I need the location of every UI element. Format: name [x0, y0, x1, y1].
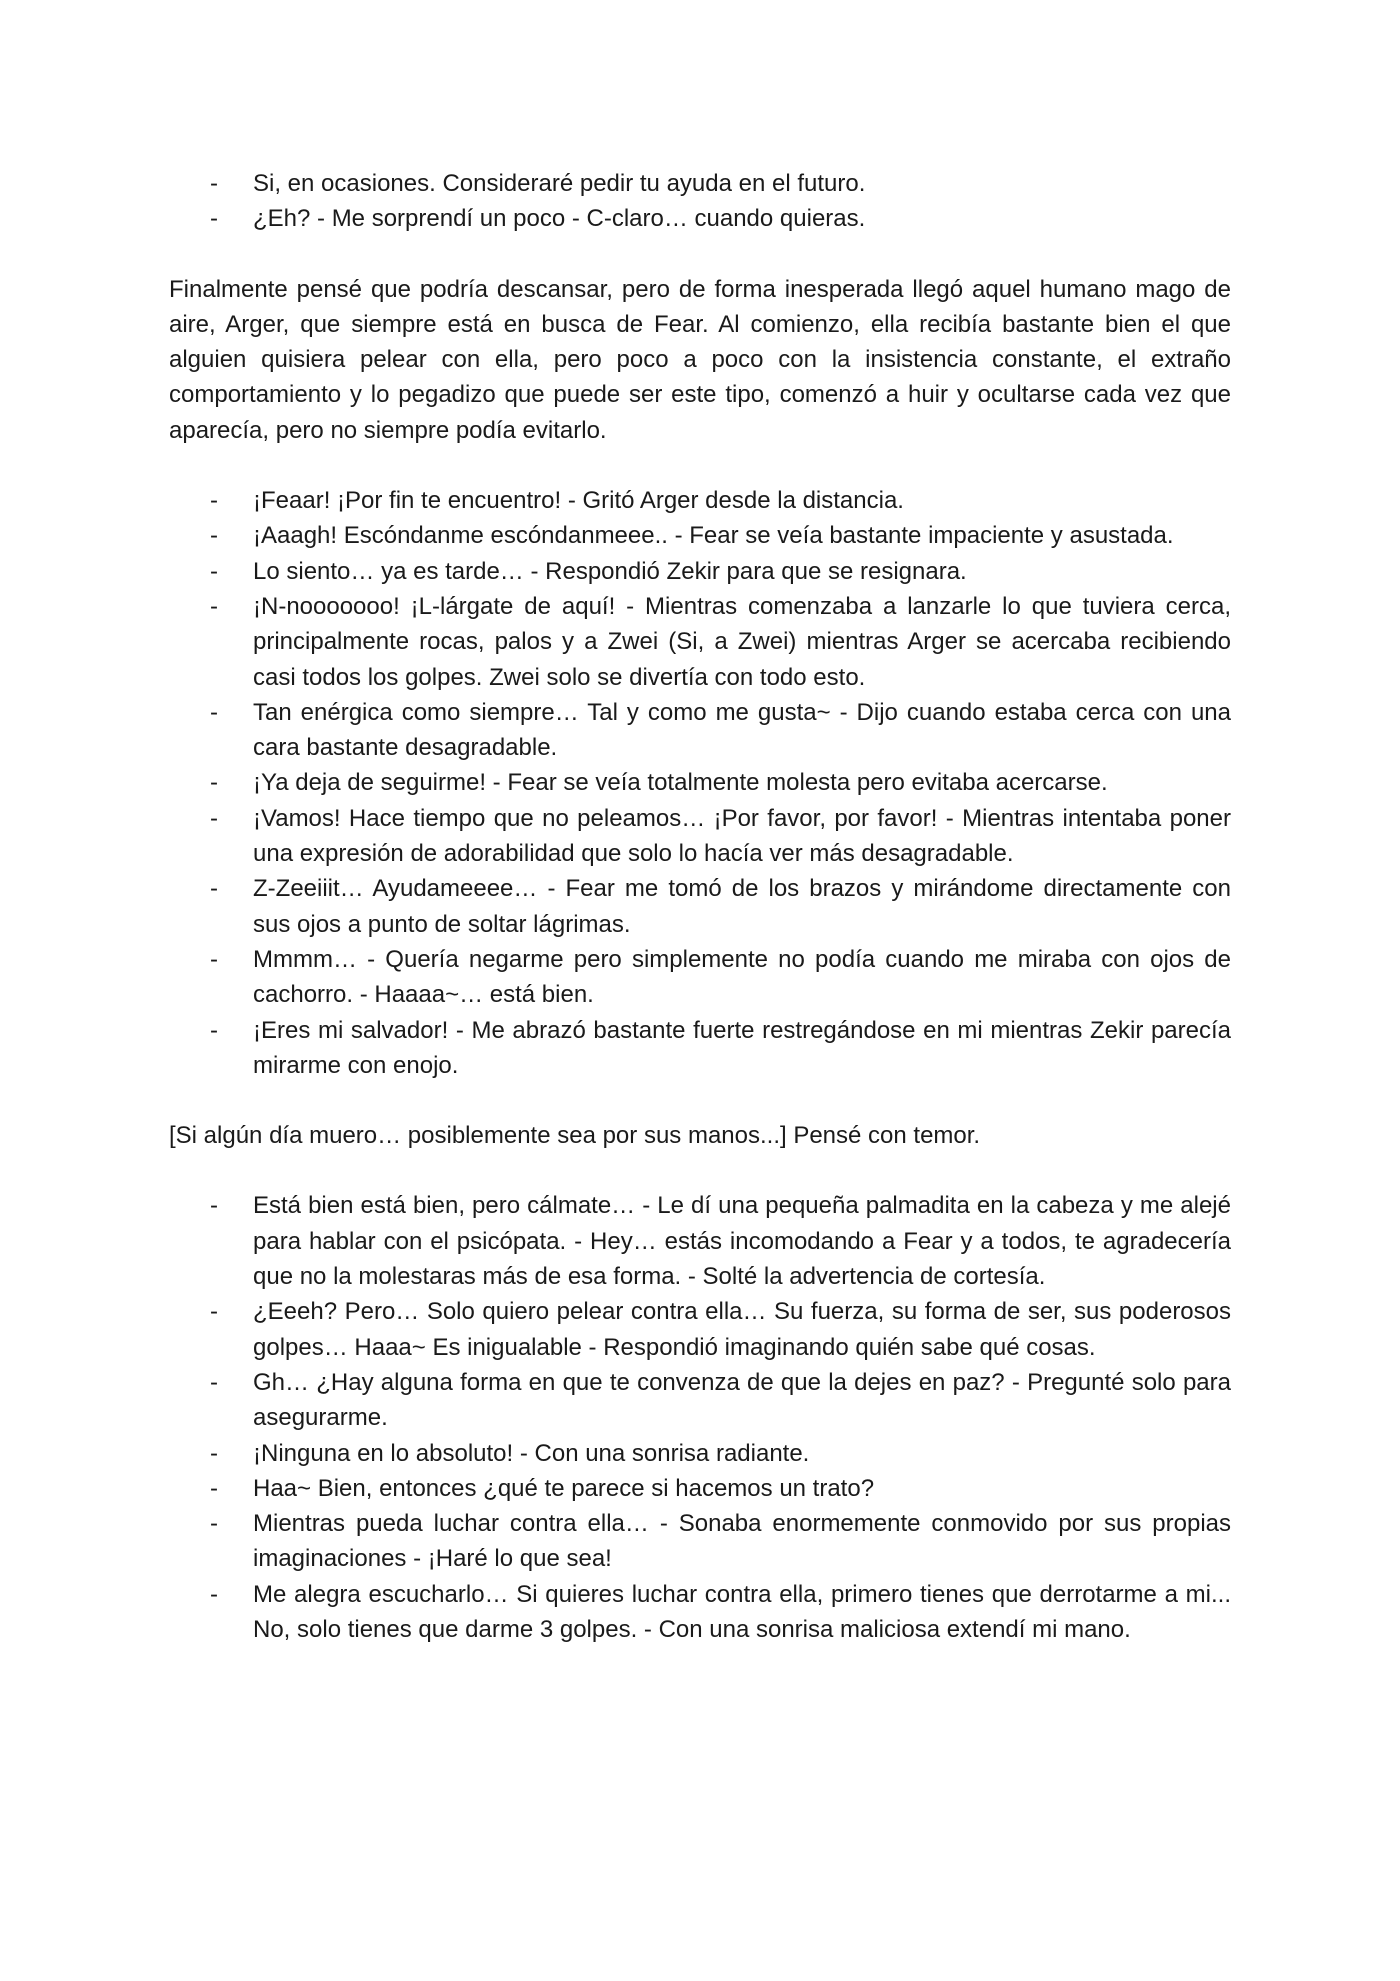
- list-marker: -: [210, 945, 218, 973]
- list-item: [169, 1365, 1231, 1436]
- list-item: [169, 765, 1231, 800]
- list-item-text: Si, en ocasiones. Consideraré pedir tu ayuda en el futuro.: [253, 170, 866, 197]
- list-item: [169, 1436, 1231, 1471]
- list-marker: -: [210, 1439, 218, 1467]
- list-marker: -: [210, 1510, 218, 1538]
- paragraph-spacer: [169, 1153, 1231, 1188]
- list-marker: -: [210, 1192, 218, 1220]
- list-item: [169, 695, 1231, 766]
- list-marker: -: [210, 557, 218, 585]
- list-item-text: ¿Eeeh? Pero… Solo quiero pelear contra ella… Su fuerza, su forma de ser, sus poderosos golpes… Haaa~ Es inigualable - Respondió imaginando quién sabe qué cosas.: [253, 1298, 1231, 1361]
- list-item: [169, 589, 1231, 695]
- paragraph-spacer: [169, 237, 1231, 272]
- list-item: [169, 1294, 1231, 1365]
- list-item-text: Mientras pueda luchar contra ella… - Sonaba enormemente conmovido por sus propias imaginaciones - ¡Haré lo que sea!: [253, 1510, 1231, 1573]
- list-marker: -: [210, 487, 218, 515]
- list-item: [169, 554, 1231, 589]
- list-item-text: Gh… ¿Hay alguna forma en que te convenza de que la dejes en paz? - Pregunté solo para asegurarme.: [253, 1368, 1231, 1432]
- list-item: [169, 201, 1231, 236]
- list-item: [169, 1577, 1231, 1648]
- list-item: [169, 871, 1231, 942]
- list-marker: -: [210, 1474, 218, 1502]
- paragraph-spacer: [169, 448, 1231, 483]
- list-item-text: ¡Ya deja de seguirme! - Fear se veía totalmente molesta pero evitaba acercarse.: [253, 769, 1108, 797]
- list-marker: -: [210, 769, 218, 797]
- list-item: [169, 1013, 1231, 1084]
- list-item-text: ¡N-nooooooo! ¡L-lárgate de aquí! - Mientras comenzaba a lanzarle lo que tuviera cerca, principalmente rocas, palos y a Zwei (Si, a Zwei) mientras Arger se acercaba recibiendo casi todos los golpes. Zwei solo se divertía con todo esto.: [253, 592, 1231, 691]
- list-item: [169, 1506, 1231, 1577]
- paragraph-spacer: [169, 1083, 1231, 1118]
- list-item-text: ¡Ninguna en lo absoluto! - Con una sonrisa radiante.: [253, 1439, 810, 1467]
- list-item-text: Está bien está bien, pero cálmate… - Le dí una pequeña palmadita en la cabeza y me alejé para hablar con el psicópata. - Hey… estás incomodando a Fear y a todos, te agradecería que no la molestaras más de esa forma. - Solté la advertencia de cortesía.: [253, 1192, 1231, 1291]
- list-item: [169, 518, 1231, 553]
- list-marker: -: [210, 1298, 218, 1326]
- list-item: [169, 166, 1231, 201]
- list-marker: -: [210, 170, 218, 197]
- dialogue-list: [169, 483, 1231, 1083]
- list-marker: -: [210, 205, 218, 233]
- list-item-text: Z-Zeeiiit… Ayudameeee… - Fear me tomó de los brazos y mirándome directamente con sus ojos a punto de soltar lágrimas.: [253, 875, 1231, 938]
- list-item: [169, 1471, 1231, 1506]
- list-item-text: ¿Eh? - Me sorprendí un poco - C-claro… cuando quieras.: [253, 205, 866, 233]
- list-marker: -: [210, 698, 218, 726]
- list-item-text: Me alegra escucharlo… Si quieres luchar contra ella, primero tienes que derrotarme a mi... No, solo tienes que darme 3 golpes. - Con una sonrisa maliciosa extendí mi mano.: [253, 1580, 1231, 1643]
- list-item-text: ¡Eres mi salvador! - Me abrazó bastante fuerte restregándose en mi mientras Zekir parecía mirarme con enojo.: [253, 1016, 1231, 1079]
- dialogue-list: [169, 166, 1231, 237]
- list-marker: -: [210, 1368, 218, 1396]
- list-marker: -: [210, 522, 218, 550]
- list-item-text: Haa~ Bien, entonces ¿qué te parece si hacemos un trato?: [253, 1474, 875, 1502]
- list-marker: -: [210, 875, 218, 903]
- list-marker: -: [210, 592, 218, 620]
- list-item-text: Tan enérgica como siempre… Tal y como me gusta~ - Dijo cuando estaba cerca con una cara bastante desagradable.: [253, 698, 1231, 762]
- list-marker: -: [210, 804, 218, 832]
- narrative-paragraph: [Si algún día muero… posiblemente sea por sus manos...] Pensé con temor.: [169, 1122, 981, 1150]
- list-item: [169, 801, 1231, 872]
- list-item-text: Mmmm… - Quería negarme pero simplemente no podía cuando me miraba con ojos de cachorro. - Haaaa~… está bien.: [253, 945, 1231, 1009]
- list-item-text: ¡Vamos! Hace tiempo que no peleamos… ¡Por favor, por favor! - Mientras intentaba poner una expresión de adorabilidad que solo lo hacía ver más desagradable.: [253, 804, 1231, 868]
- list-marker: -: [210, 1580, 218, 1608]
- list-item: [169, 1188, 1231, 1294]
- document-body: [169, 166, 1231, 1647]
- dialogue-list: [169, 1188, 1231, 1647]
- list-item-text: Lo siento… ya es tarde… - Respondió Zekir para que se resignara.: [253, 557, 967, 585]
- narrative-paragraph: Finalmente pensé que podría descansar, pero de forma inesperada llegó aquel humano mago de aire, Arger, que siempre está en busca de Fear. Al comienzo, ella recibía bastante bien el que alguien quisiera pelear con ella, pero poco a poco con la insistencia constante, el extraño comportamiento y lo pegadizo que puede ser este tipo, comenzó a huir y ocultarse cada vez que aparecía, pero no siempre podía evitarlo.: [169, 275, 1231, 444]
- list-item: [169, 483, 1231, 518]
- list-marker: -: [210, 1016, 218, 1044]
- list-item: [169, 942, 1231, 1013]
- list-item-text: ¡Aaagh! Escóndanme escóndanmeee.. - Fear se veía bastante impaciente y asustada.: [253, 522, 1174, 550]
- list-item-text: ¡Feaar! ¡Por fin te encuentro! - Gritó Arger desde la distancia.: [253, 487, 904, 515]
